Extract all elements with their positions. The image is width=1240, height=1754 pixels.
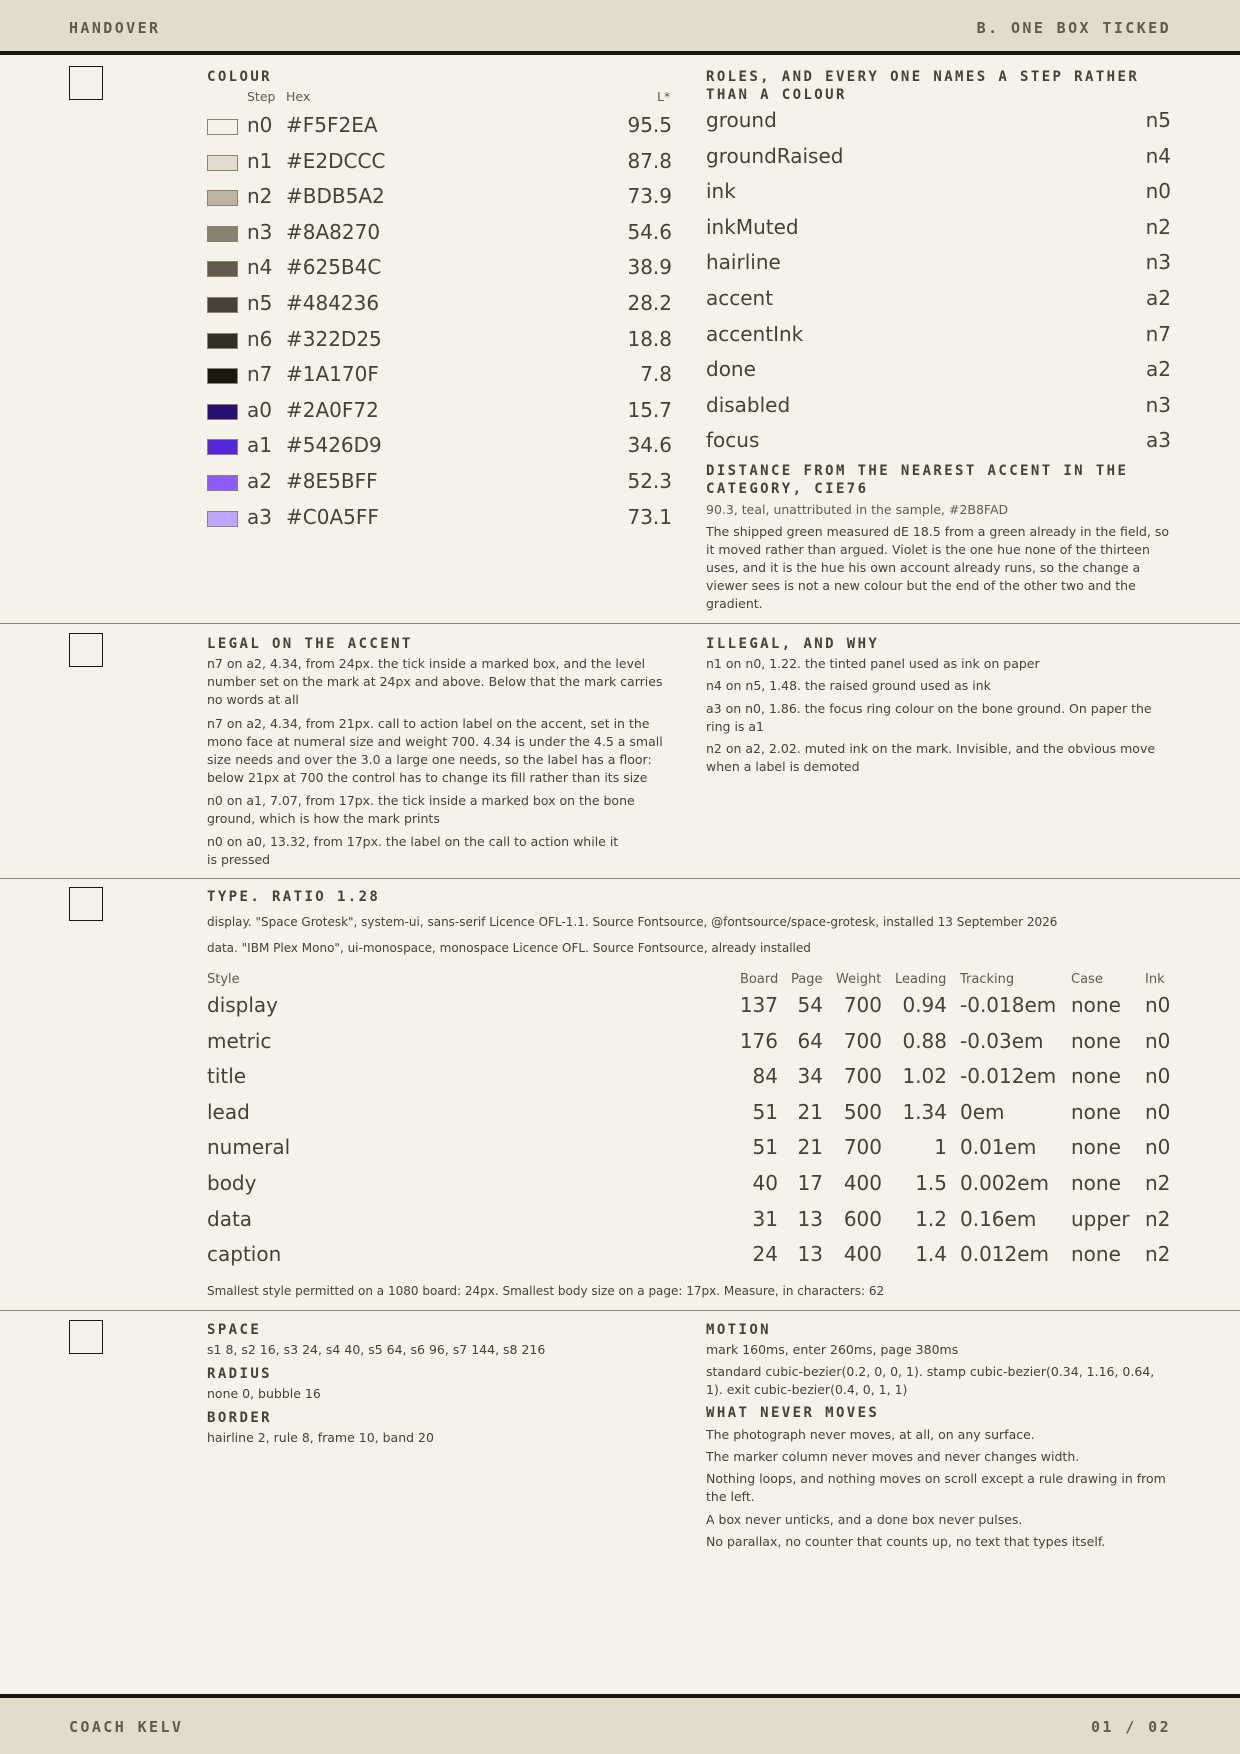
colour-row bbox=[207, 288, 672, 322]
type-style-name: title bbox=[207, 1064, 247, 1089]
colour-swatch bbox=[207, 439, 238, 455]
role-name: ground bbox=[706, 108, 777, 132]
type-board: 40 bbox=[752, 1171, 778, 1195]
type-case: none bbox=[1071, 1064, 1121, 1089]
never-moves-item: No parallax, no counter that counts up, no text that types itself. bbox=[706, 1534, 1106, 1549]
radius-heading: RADIUS bbox=[207, 1366, 272, 1382]
type-row bbox=[207, 1062, 1172, 1096]
radius-scale: none 0, bubble 16 bbox=[207, 1386, 321, 1401]
type-case: none bbox=[1071, 1135, 1121, 1160]
space-scale: s1 8, s2 16, s3 24, s4 40, s5 64, s6 96, s7 144, s8 216 bbox=[207, 1342, 546, 1357]
role-row bbox=[706, 213, 1171, 247]
colour-swatch bbox=[207, 297, 238, 313]
type-column-header: Tracking bbox=[960, 972, 1015, 987]
illegal-item: n2 on a2, 2.02. muted ink on the mark. Invisible, and the obvious move when a label is demoted bbox=[706, 741, 1156, 774]
colour-swatch bbox=[207, 226, 238, 242]
type-ink: n0 bbox=[1145, 993, 1171, 1017]
colour-lightness: 7.8 bbox=[640, 362, 672, 387]
type-page: 34 bbox=[797, 1064, 823, 1089]
role-step: n2 bbox=[1145, 214, 1171, 239]
type-leading: 1.02 bbox=[902, 1064, 947, 1089]
role-step: a3 bbox=[1146, 428, 1171, 453]
colour-lightness: 95.5 bbox=[627, 113, 672, 137]
colour-hex: #BDB5A2 bbox=[286, 184, 385, 209]
type-style-name: data bbox=[207, 1206, 253, 1231]
role-step: n3 bbox=[1145, 392, 1171, 417]
type-board: 24 bbox=[752, 1242, 778, 1267]
role-row bbox=[706, 320, 1171, 354]
type-board: 176 bbox=[739, 1028, 778, 1053]
never-moves-item: The photograph never moves, at all, on any surface. bbox=[706, 1427, 1035, 1442]
type-ink: n0 bbox=[1145, 1135, 1171, 1160]
section-marker-box[interactable] bbox=[69, 1320, 103, 1354]
colour-row bbox=[207, 252, 672, 286]
legal-heading: LEGAL ON THE ACCENT bbox=[207, 636, 413, 652]
type-style-name: metric bbox=[207, 1028, 272, 1053]
type-case: none bbox=[1071, 1171, 1121, 1195]
type-row bbox=[207, 1169, 1172, 1203]
never-moves-heading: WHAT NEVER MOVES bbox=[706, 1405, 880, 1421]
legal-item: n7 on a2, 4.34, from 21px. call to action label on the accent, set in the mono face at numeral size and weight 700. 4.34 is under the 4.5 a small size needs and over the 3.0 a large one needs, so the label has a floor: below 21px at 700 the control has to change its fill rather than its size bbox=[207, 716, 663, 785]
role-row bbox=[706, 248, 1171, 282]
type-row bbox=[207, 1133, 1172, 1167]
colour-lightness: 18.8 bbox=[627, 326, 672, 351]
type-weight: 700 bbox=[843, 993, 882, 1017]
colour-row bbox=[207, 217, 672, 251]
colour-lightness: 73.9 bbox=[627, 184, 672, 209]
colour-hex: #8E5BFF bbox=[286, 469, 378, 493]
illegal-item: n1 on n0, 1.22. the tinted panel used as ink on paper bbox=[706, 656, 1040, 671]
type-weight: 600 bbox=[843, 1206, 882, 1231]
colour-hex: #5426D9 bbox=[286, 433, 382, 458]
type-column-header: Page bbox=[791, 972, 823, 987]
type-style-name: caption bbox=[207, 1242, 282, 1267]
type-leading: 0.94 bbox=[902, 993, 947, 1017]
colour-lightness: 52.3 bbox=[627, 469, 672, 493]
role-row bbox=[706, 426, 1171, 460]
colour-row bbox=[207, 181, 672, 215]
role-row bbox=[706, 284, 1171, 318]
type-board: 31 bbox=[752, 1206, 778, 1231]
type-page: 21 bbox=[797, 1135, 823, 1160]
type-style-name: numeral bbox=[207, 1135, 291, 1160]
footer-band bbox=[0, 1694, 1240, 1754]
role-step: n3 bbox=[1145, 250, 1171, 275]
colour-step: a0 bbox=[247, 397, 272, 422]
never-moves-item: Nothing loops, and nothing moves on scroll except a rule drawing in from the left. bbox=[706, 1471, 1166, 1504]
legal-item: n7 on a2, 4.34, from 24px. the tick inside a marked box, and the level number set on the mark at 24px and above. Below that the mark carries no words at all bbox=[207, 656, 663, 707]
type-case: none bbox=[1071, 1099, 1121, 1124]
legal-item: n0 on a0, 13.32, from 17px. the label on the call to action while it is pressed bbox=[207, 834, 619, 867]
type-row bbox=[207, 1240, 1172, 1274]
type-column-header: Case bbox=[1071, 972, 1103, 987]
role-row bbox=[706, 142, 1171, 176]
colour-row bbox=[207, 430, 672, 464]
colour-row bbox=[207, 359, 672, 393]
type-leading: 1.5 bbox=[915, 1171, 947, 1195]
type-row bbox=[207, 1205, 1172, 1239]
type-case: none bbox=[1071, 993, 1121, 1017]
colour-row bbox=[207, 466, 672, 500]
type-leading: 1.2 bbox=[915, 1206, 947, 1231]
colour-hex: #625B4C bbox=[286, 255, 382, 280]
colour-swatch bbox=[207, 333, 238, 349]
type-leading: 1 bbox=[934, 1135, 947, 1160]
border-heading: BORDER bbox=[207, 1410, 272, 1426]
type-display-font: display. "Space Grotesk", system-ui, sans-serif Licence OFL-1.1. Source Fontsource, @fontsource/space-grotesk, installed 13 September 2026 bbox=[207, 915, 1058, 929]
colour-row bbox=[207, 146, 672, 180]
type-style-name: body bbox=[207, 1171, 257, 1195]
type-ink: n0 bbox=[1145, 1099, 1171, 1124]
section-marker-box[interactable] bbox=[69, 633, 103, 667]
type-page: 54 bbox=[797, 993, 823, 1017]
colour-hex: #322D25 bbox=[286, 326, 382, 351]
type-column-header: Weight bbox=[836, 972, 882, 987]
colour-col-l: L* bbox=[657, 89, 671, 104]
type-tracking: 0em bbox=[960, 1099, 1005, 1124]
colour-lightness: 15.7 bbox=[627, 397, 672, 422]
type-tracking: -0.018em bbox=[960, 993, 1057, 1017]
role-name: accent bbox=[706, 286, 774, 310]
role-name: disabled bbox=[706, 392, 791, 417]
role-name: focus bbox=[706, 428, 760, 453]
type-case: none bbox=[1071, 1028, 1121, 1053]
colour-step: n6 bbox=[247, 326, 273, 351]
type-tracking: -0.03em bbox=[960, 1028, 1044, 1053]
colour-hex: #8A8270 bbox=[286, 219, 381, 244]
type-style-name: display bbox=[207, 993, 279, 1017]
colour-step: a3 bbox=[247, 504, 272, 529]
colour-swatch bbox=[207, 155, 238, 171]
border-scale: hairline 2, rule 8, frame 10, band 20 bbox=[207, 1430, 434, 1445]
type-ink: n2 bbox=[1145, 1206, 1171, 1231]
motion-heading: MOTION bbox=[706, 1322, 771, 1338]
type-tracking: 0.16em bbox=[960, 1206, 1037, 1231]
colour-swatch bbox=[207, 119, 238, 135]
role-name: inkMuted bbox=[706, 214, 799, 239]
header-title: HANDOVER bbox=[69, 19, 161, 37]
type-page: 13 bbox=[797, 1206, 823, 1231]
type-tracking: -0.012em bbox=[960, 1064, 1057, 1089]
illegal-item: a3 on n0, 1.86. the focus ring colour on the bone ground. On paper the ring is a1 bbox=[706, 701, 1152, 734]
distance-line: 90.3, teal, unattributed in the sample, #2B8FAD bbox=[706, 502, 1009, 517]
colour-row bbox=[207, 502, 672, 536]
role-step: n5 bbox=[1145, 108, 1171, 132]
motion-curves: standard cubic-bezier(0.2, 0, 0, 1). stamp cubic-bezier(0.34, 1.16, 0.64, 1). exit cubic-bezier(0.4, 0, 1, 1) bbox=[706, 1364, 1155, 1397]
colour-hex: #2A0F72 bbox=[286, 397, 379, 422]
type-column-header: Style bbox=[207, 972, 240, 987]
colour-row bbox=[207, 110, 672, 144]
type-weight: 500 bbox=[843, 1099, 882, 1124]
type-row bbox=[207, 991, 1172, 1025]
role-row bbox=[706, 177, 1171, 211]
type-footnote: Smallest style permitted on a 1080 board: 24px. Smallest body size on a page: 17px. Measure, in characters: 62 bbox=[207, 1284, 885, 1298]
motion-durations: mark 160ms, enter 260ms, page 380ms bbox=[706, 1342, 959, 1357]
type-page: 64 bbox=[797, 1028, 823, 1053]
role-step: n4 bbox=[1145, 143, 1171, 168]
type-heading: TYPE. RATIO 1.28 bbox=[207, 889, 381, 905]
type-tracking: 0.002em bbox=[960, 1171, 1050, 1195]
type-ink: n0 bbox=[1145, 1064, 1171, 1089]
header-band bbox=[0, 0, 1240, 55]
colour-lightness: 34.6 bbox=[627, 433, 672, 458]
type-ink: n2 bbox=[1145, 1242, 1171, 1267]
role-row bbox=[706, 391, 1171, 425]
never-moves-item: The marker column never moves and never changes width. bbox=[706, 1449, 1080, 1464]
colour-step: n1 bbox=[247, 148, 273, 173]
colour-lightness: 54.6 bbox=[627, 219, 672, 244]
type-weight: 400 bbox=[843, 1171, 882, 1195]
type-leading: 1.34 bbox=[902, 1099, 947, 1124]
footer-author: COACH KELV bbox=[69, 1718, 184, 1736]
illegal-item: n4 on n5, 1.48. the raised ground used as ink bbox=[706, 678, 991, 693]
colour-hex: #C0A5FF bbox=[286, 504, 379, 529]
colour-swatch bbox=[207, 261, 238, 277]
colour-step: a2 bbox=[247, 469, 272, 493]
type-ink: n2 bbox=[1145, 1171, 1171, 1195]
type-style-name: lead bbox=[207, 1099, 250, 1124]
type-page: 13 bbox=[797, 1242, 823, 1267]
roles-heading: ROLES, AND EVERY ONE NAMES A STEP RATHER THAN A COLOUR bbox=[706, 69, 1140, 103]
colour-lightness: 28.2 bbox=[627, 291, 672, 315]
type-leading: 1.4 bbox=[915, 1242, 947, 1267]
distance-body: The shipped green measured dE 18.5 from a green already in the field, so it moved rather than argued. Violet is the one hue none of the thirteen uses, and it is the hue his own account already runs, so the change a viewer sees is not a new colour but the end of the other two and the gradient. bbox=[706, 524, 1170, 611]
colour-step: n2 bbox=[247, 184, 273, 209]
colour-swatch bbox=[207, 190, 238, 206]
colour-swatch bbox=[207, 511, 238, 527]
role-row bbox=[706, 106, 1171, 140]
section-rule bbox=[0, 623, 1240, 624]
type-page: 17 bbox=[797, 1171, 823, 1195]
type-column-header: Ink bbox=[1145, 972, 1165, 987]
type-ink: n0 bbox=[1145, 1028, 1171, 1053]
section-marker-box[interactable] bbox=[69, 66, 103, 100]
colour-lightness: 87.8 bbox=[627, 148, 672, 173]
type-case: upper bbox=[1071, 1206, 1130, 1231]
section-rule bbox=[0, 878, 1240, 879]
role-name: done bbox=[706, 357, 756, 382]
type-case: none bbox=[1071, 1242, 1121, 1267]
role-name: hairline bbox=[706, 250, 781, 275]
role-step: n0 bbox=[1145, 179, 1171, 204]
type-column-header: Board bbox=[740, 972, 779, 987]
role-step: a2 bbox=[1146, 357, 1171, 382]
type-tracking: 0.01em bbox=[960, 1135, 1037, 1160]
type-row bbox=[207, 1098, 1172, 1132]
type-weight: 700 bbox=[843, 1135, 882, 1160]
distance-heading: DISTANCE FROM THE NEAREST ACCENT IN THE CATEGORY, CIE76 bbox=[706, 463, 1129, 497]
colour-step: n3 bbox=[247, 219, 273, 244]
colour-col-hex: Hex bbox=[286, 89, 311, 104]
type-board: 84 bbox=[752, 1064, 778, 1089]
type-board: 51 bbox=[752, 1135, 778, 1160]
colour-col-step: Step bbox=[247, 89, 276, 104]
role-row bbox=[706, 355, 1171, 389]
type-leading: 0.88 bbox=[902, 1028, 947, 1053]
type-weight: 400 bbox=[843, 1242, 882, 1267]
colour-step: n5 bbox=[247, 291, 273, 315]
colour-hex: #1A170F bbox=[286, 362, 379, 387]
colour-step: a1 bbox=[247, 433, 272, 458]
type-board: 137 bbox=[739, 993, 778, 1017]
illegal-heading: ILLEGAL, AND WHY bbox=[706, 636, 880, 652]
footer-page-number: 01 / 02 bbox=[1090, 1718, 1171, 1736]
space-heading: SPACE bbox=[207, 1322, 262, 1338]
colour-hex: #F5F2EA bbox=[286, 113, 378, 137]
type-column-header: Leading bbox=[895, 972, 947, 987]
type-tracking: 0.012em bbox=[960, 1242, 1050, 1267]
role-name: groundRaised bbox=[706, 143, 844, 168]
colour-step: n4 bbox=[247, 255, 273, 280]
type-row bbox=[207, 1027, 1172, 1061]
role-step: a2 bbox=[1146, 286, 1171, 310]
type-board: 51 bbox=[752, 1099, 778, 1124]
never-moves-item: A box never unticks, and a done box never pulses. bbox=[706, 1512, 1023, 1527]
role-step: n7 bbox=[1145, 321, 1171, 346]
colour-row bbox=[207, 324, 672, 358]
colour-hex: #484236 bbox=[286, 291, 380, 315]
colour-swatch bbox=[207, 404, 238, 420]
colour-hex: #E2DCCC bbox=[286, 148, 386, 173]
colour-lightness: 73.1 bbox=[627, 504, 672, 529]
colour-step: n0 bbox=[247, 113, 273, 137]
colour-step: n7 bbox=[247, 362, 273, 387]
role-name: ink bbox=[706, 179, 736, 204]
type-data-font: data. "IBM Plex Mono", ui-monospace, monospace Licence OFL. Source Fontsource, already installed bbox=[207, 941, 811, 955]
type-weight: 700 bbox=[843, 1028, 882, 1053]
type-page: 21 bbox=[797, 1099, 823, 1124]
section-rule bbox=[0, 1310, 1240, 1311]
role-name: accentInk bbox=[706, 321, 804, 346]
legal-item: n0 on a1, 7.07, from 17px. the tick inside a marked box on the bone ground, which is how the mark prints bbox=[207, 793, 635, 826]
colour-lightness: 38.9 bbox=[627, 255, 672, 280]
colour-swatch bbox=[207, 475, 238, 491]
colour-swatch bbox=[207, 368, 238, 384]
header-status: B. ONE BOX TICKED bbox=[976, 19, 1171, 37]
section-marker-box[interactable] bbox=[69, 887, 103, 921]
colour-row bbox=[207, 395, 672, 429]
colour-heading: COLOUR bbox=[207, 69, 272, 85]
type-weight: 700 bbox=[843, 1064, 882, 1089]
